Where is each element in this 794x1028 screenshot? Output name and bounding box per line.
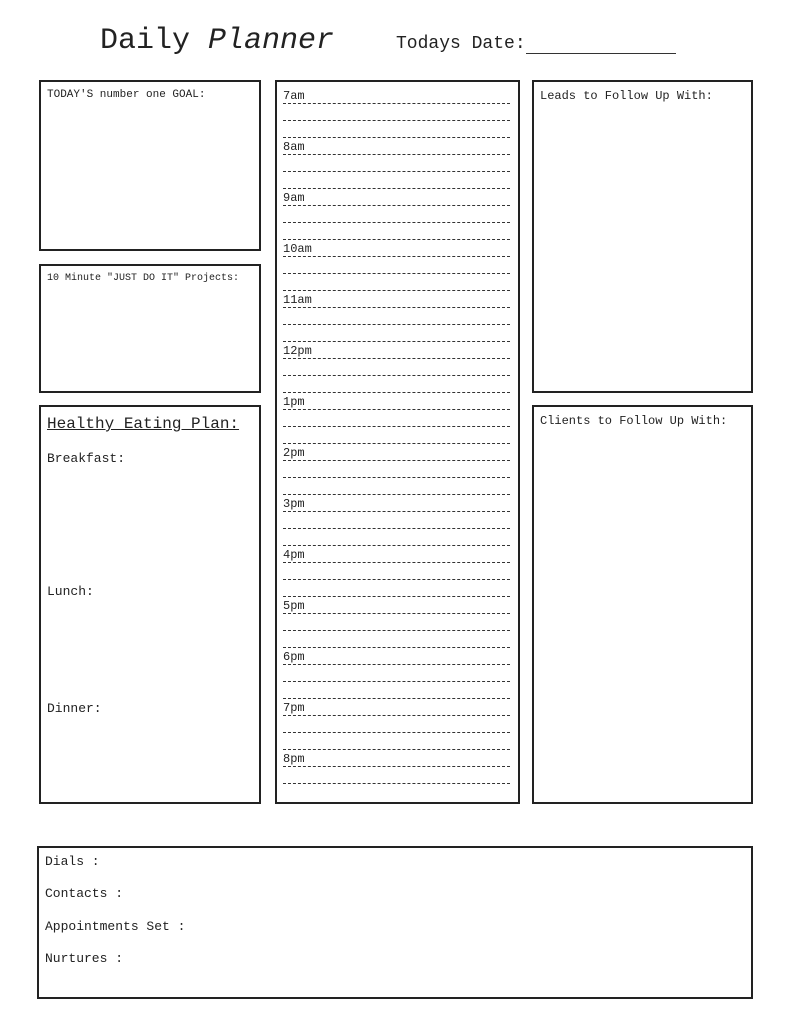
date-label: Todays Date:	[396, 34, 526, 54]
lunch-label: Lunch:	[47, 584, 94, 599]
hour-slot-7am[interactable]	[283, 86, 510, 104]
goal-label: TODAY'S number one GOAL:	[47, 89, 206, 101]
hourly-schedule[interactable]	[275, 80, 520, 804]
hour-label: 7pm	[283, 701, 305, 715]
writing-line[interactable]	[283, 171, 510, 189]
writing-line[interactable]	[283, 222, 510, 240]
hour-label: 5pm	[283, 599, 305, 613]
projects-label: 10 Minute "JUST DO IT" Projects:	[47, 273, 240, 284]
writing-line[interactable]	[283, 307, 510, 325]
hour-slot-11am[interactable]	[283, 290, 510, 308]
stats-box[interactable]	[37, 846, 753, 999]
date-blank-line[interactable]	[526, 35, 676, 54]
writing-line[interactable]	[283, 273, 510, 291]
hour-label: 8pm	[283, 752, 305, 766]
writing-line[interactable]	[283, 256, 510, 274]
appointments-label: Appointments Set :	[45, 919, 186, 934]
hour-slot-8am[interactable]	[283, 137, 510, 155]
projects-box[interactable]	[39, 264, 261, 393]
writing-line[interactable]	[283, 477, 510, 495]
todays-date	[396, 34, 676, 54]
writing-line[interactable]	[283, 664, 510, 682]
hour-slot-3pm[interactable]	[283, 494, 510, 512]
writing-line[interactable]	[283, 732, 510, 750]
hour-label: 9am	[283, 191, 305, 205]
hour-slot-7pm[interactable]	[283, 698, 510, 716]
writing-line[interactable]	[283, 630, 510, 648]
hour-slot-4pm[interactable]	[283, 545, 510, 563]
eating-plan-box[interactable]	[39, 405, 261, 804]
writing-line[interactable]	[283, 358, 510, 376]
writing-line[interactable]	[283, 460, 510, 478]
goal-box[interactable]	[39, 80, 261, 251]
hour-slot-10am[interactable]	[283, 239, 510, 257]
hour-label: 6pm	[283, 650, 305, 664]
writing-line[interactable]	[283, 426, 510, 444]
hour-slot-5pm[interactable]	[283, 596, 510, 614]
hour-slot-12pm[interactable]	[283, 341, 510, 359]
title-daily: Daily	[100, 24, 191, 58]
hour-label: 4pm	[283, 548, 305, 562]
writing-line[interactable]	[283, 120, 510, 138]
writing-line[interactable]	[283, 205, 510, 223]
hour-label: 7am	[283, 89, 305, 103]
hour-slot-8pm[interactable]	[283, 749, 510, 767]
title-planner: Planner	[208, 24, 335, 58]
writing-line[interactable]	[283, 511, 510, 529]
eating-plan-title: Healthy Eating Plan:	[47, 415, 240, 433]
writing-line[interactable]	[283, 324, 510, 342]
clients-label: Clients to Follow Up With:	[540, 414, 728, 428]
writing-line[interactable]	[283, 562, 510, 580]
nurtures-label: Nurtures :	[45, 951, 124, 966]
clients-box[interactable]	[532, 405, 753, 804]
writing-line[interactable]	[283, 103, 510, 121]
leads-label: Leads to Follow Up With:	[540, 89, 713, 103]
hour-label: 10am	[283, 242, 312, 256]
dials-label: Dials :	[45, 854, 100, 869]
hour-label: 1pm	[283, 395, 305, 409]
writing-line[interactable]	[283, 528, 510, 546]
writing-line[interactable]	[283, 681, 510, 699]
contacts-label: Contacts :	[45, 886, 124, 901]
hour-label: 8am	[283, 140, 305, 154]
page-title	[100, 24, 334, 58]
writing-line[interactable]	[283, 766, 510, 784]
dinner-label: Dinner:	[47, 701, 102, 716]
writing-line[interactable]	[283, 613, 510, 631]
writing-line[interactable]	[283, 409, 510, 427]
hour-label: 3pm	[283, 497, 305, 511]
hour-label: 2pm	[283, 446, 305, 460]
hour-slot-9am[interactable]	[283, 188, 510, 206]
writing-line[interactable]	[283, 579, 510, 597]
breakfast-label: Breakfast:	[47, 451, 126, 466]
hour-slot-1pm[interactable]	[283, 392, 510, 410]
hour-label: 11am	[283, 293, 312, 307]
leads-box[interactable]	[532, 80, 753, 393]
writing-line[interactable]	[283, 375, 510, 393]
hour-label: 12pm	[283, 344, 312, 358]
hour-slot-2pm[interactable]	[283, 443, 510, 461]
hour-slot-6pm[interactable]	[283, 647, 510, 665]
writing-line[interactable]	[283, 154, 510, 172]
writing-line[interactable]	[283, 715, 510, 733]
